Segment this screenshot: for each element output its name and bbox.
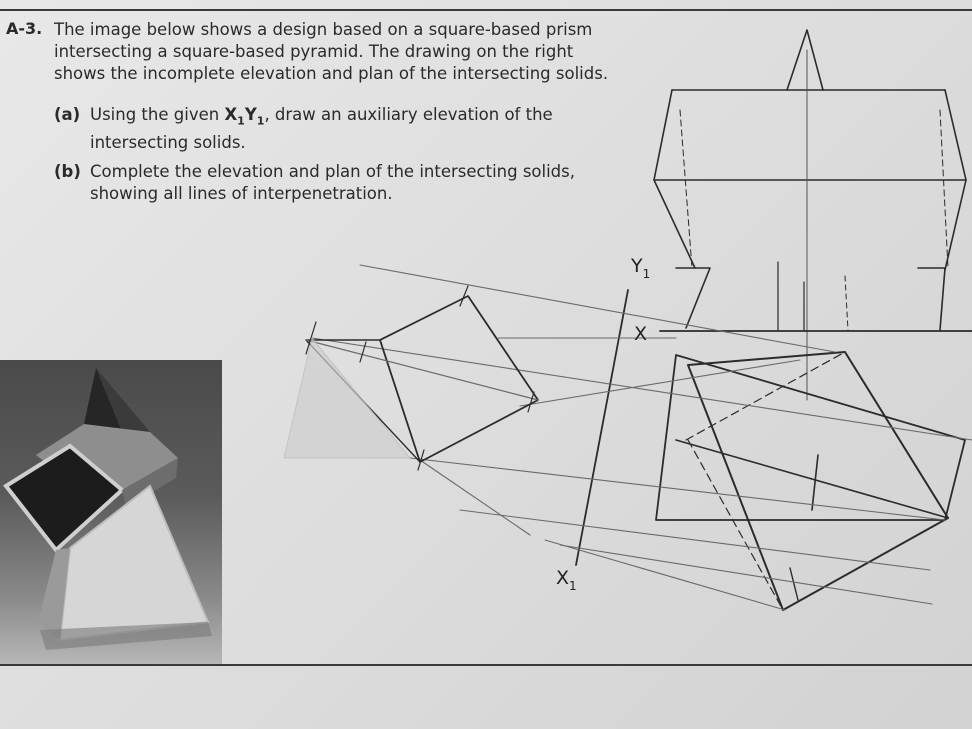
question-stem: The image below shows a design based on a square-based prism intersecting a square-based pyramid. The drawing on the right shows the incomplete elevation and plan of the intersecting solids. (54, 20, 609, 83)
part-a-text-before: Using the given (90, 105, 225, 124)
label-x1: $X_1$ (556, 567, 577, 593)
part-a-text-after: , draw an auxiliary elevation of the intersecting solids. (90, 105, 553, 153)
elevation-view (654, 30, 966, 400)
projection-lines (312, 265, 972, 610)
part-b-text: Complete the elevation and plan of the intersecting solids, showing all lines of interpenetration. (90, 162, 576, 203)
plan-view (656, 352, 965, 610)
construction-shading (284, 338, 410, 458)
x1y1-reference-line (576, 290, 628, 565)
question-number: A-3. (6, 19, 43, 38)
part-a-ref-x1: $X_1Y_1$ (224, 105, 265, 128)
part-a-label: (a) (54, 105, 81, 124)
label-x: X (634, 323, 648, 345)
part-b-label: (b) (54, 162, 81, 181)
label-y1: $Y_1$ (631, 255, 651, 281)
bottom-border-line (0, 664, 972, 666)
